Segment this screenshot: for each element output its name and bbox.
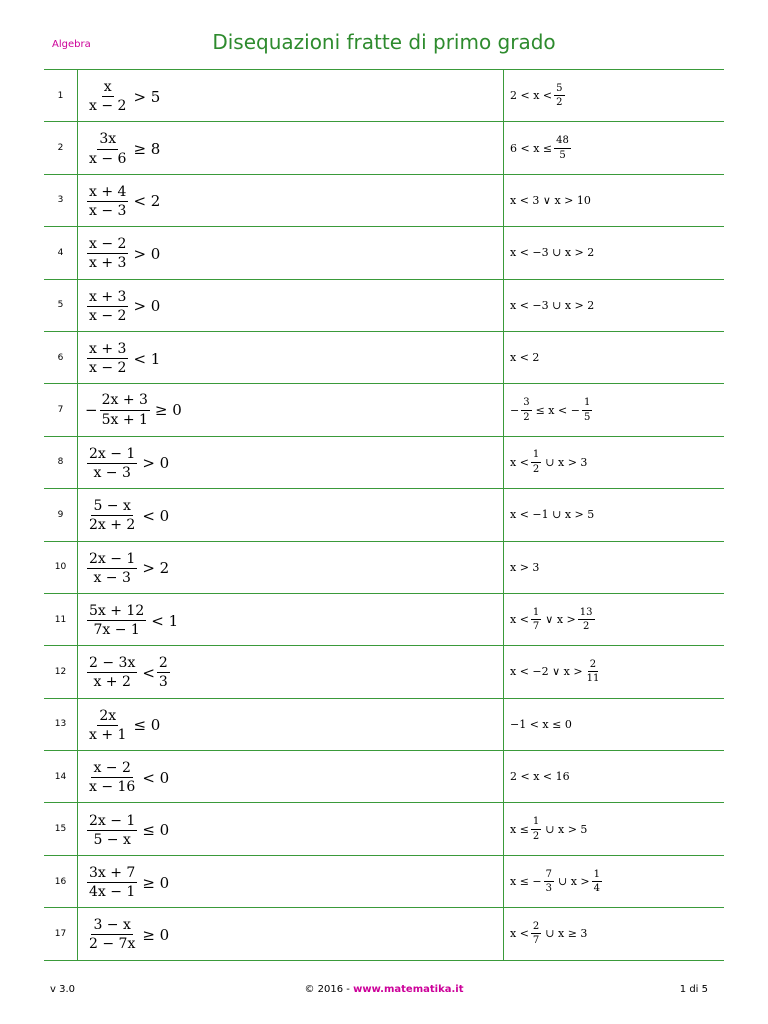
numerator: 5 xyxy=(554,83,564,97)
expression-text: x ≤ − xyxy=(510,875,542,889)
fraction xyxy=(87,655,137,690)
expression-text: > 5 xyxy=(133,87,161,106)
row-number: 9 xyxy=(44,489,78,541)
solution-cell xyxy=(504,803,725,855)
denominator: 2 xyxy=(532,463,540,475)
solution-cell xyxy=(504,331,725,383)
inequality-expression xyxy=(85,392,182,427)
inequality-cell xyxy=(78,646,504,698)
row-number: 7 xyxy=(44,384,78,436)
solution-cell xyxy=(504,279,725,331)
row-number: 10 xyxy=(44,541,78,593)
expression-text: x < 2 xyxy=(510,351,540,365)
numerator: 5 − x xyxy=(91,498,132,516)
solution-expression xyxy=(510,351,539,364)
inequality-expression xyxy=(85,603,178,638)
expression-text: x < −3 ∪ x > 2 xyxy=(510,246,595,260)
denominator: 2 − 7x xyxy=(89,936,136,953)
denominator: 5 xyxy=(583,411,591,423)
fraction xyxy=(582,397,592,423)
solution-cell xyxy=(504,174,725,226)
inequality-expression xyxy=(85,289,160,324)
denominator: 7 xyxy=(532,621,540,633)
fraction xyxy=(531,921,541,947)
expression-text: − xyxy=(510,403,520,417)
inequality-expression xyxy=(85,917,169,952)
denominator: x − 3 xyxy=(93,569,131,586)
numerator: 2x − 1 xyxy=(87,813,137,831)
numerator: x + 4 xyxy=(87,184,128,202)
inequality-expression xyxy=(85,708,160,743)
solution-cell xyxy=(504,855,725,907)
inequality-expression xyxy=(85,131,160,166)
table-row xyxy=(44,384,724,436)
solution-expression xyxy=(510,718,572,731)
expression-text: < 1 xyxy=(133,349,161,368)
row-number: 1 xyxy=(44,70,78,122)
version-label: v 3.0 xyxy=(50,984,75,995)
expression-text: x < xyxy=(510,455,529,469)
denominator: 5x + 1 xyxy=(101,411,148,428)
expression-text: ∪ x > xyxy=(558,875,590,889)
expression-text: −1 < x ≤ 0 xyxy=(510,717,572,731)
row-number: 8 xyxy=(44,436,78,488)
fraction xyxy=(87,289,128,324)
table-row xyxy=(44,122,724,174)
solution-cell xyxy=(504,384,725,436)
expression-text: ∨ x > xyxy=(545,613,576,627)
expression-text: x < −2 ∨ x > xyxy=(510,665,583,679)
solution-expression xyxy=(510,561,539,574)
numerator: 2x − 1 xyxy=(87,551,137,569)
row-number: 15 xyxy=(44,803,78,855)
fraction xyxy=(87,865,137,900)
expression-text: ≤ x < − xyxy=(535,403,580,417)
inequality-expression xyxy=(85,813,169,848)
copyright-text: © 2016 - xyxy=(304,984,354,995)
expression-text: > 0 xyxy=(133,297,161,316)
inequality-cell xyxy=(78,908,504,960)
fraction xyxy=(554,135,571,161)
inequality-expression xyxy=(85,236,160,271)
inequality-expression xyxy=(85,341,160,376)
numerator: 2 xyxy=(157,655,170,673)
inequality-cell xyxy=(78,436,504,488)
inequality-cell xyxy=(78,593,504,645)
denominator: 2 xyxy=(523,411,530,423)
numerator: 3 xyxy=(521,397,531,411)
solution-cell xyxy=(504,751,725,803)
numerator: x − 2 xyxy=(87,236,128,254)
inequality-cell xyxy=(78,122,504,174)
table-row xyxy=(44,593,724,645)
solution-expression xyxy=(510,135,573,161)
page-title: Disequazioni fratte di primo grado xyxy=(212,30,556,54)
numerator: 2 − 3x xyxy=(87,655,137,673)
row-number: 12 xyxy=(44,646,78,698)
expression-text: 2 < x < xyxy=(510,89,553,103)
fraction xyxy=(531,607,541,633)
inequality-cell xyxy=(78,174,504,226)
row-number: 17 xyxy=(44,908,78,960)
fraction xyxy=(531,816,541,842)
solution-expression xyxy=(510,816,587,842)
inequality-cell xyxy=(78,489,504,541)
numerator: 7 xyxy=(544,869,554,883)
inequality-cell xyxy=(78,803,504,855)
denominator: x − 16 xyxy=(89,779,136,796)
numerator: x − 2 xyxy=(91,760,132,778)
table-row xyxy=(44,489,724,541)
inequality-expression xyxy=(85,446,169,481)
expression-text: x > 3 xyxy=(510,560,540,574)
fraction xyxy=(592,869,602,895)
solution-cell xyxy=(504,436,725,488)
solution-expression xyxy=(510,83,567,109)
denominator: 11 xyxy=(586,673,600,685)
denominator: 5 − x xyxy=(93,831,131,848)
solution-expression xyxy=(510,299,594,312)
row-number: 4 xyxy=(44,227,78,279)
solution-cell xyxy=(504,646,725,698)
table-row xyxy=(44,646,724,698)
denominator: x − 6 xyxy=(89,150,127,167)
table-row xyxy=(44,331,724,383)
solution-cell xyxy=(504,70,725,122)
expression-text: x ≤ xyxy=(510,822,529,836)
numerator: 2x xyxy=(97,708,118,726)
inequality-cell xyxy=(78,227,504,279)
expression-text: < 0 xyxy=(142,768,170,787)
denominator: x − 2 xyxy=(89,98,127,115)
expression-text: > 0 xyxy=(142,454,170,473)
row-number: 6 xyxy=(44,331,78,383)
exercise-table xyxy=(44,69,724,961)
expression-text: > 2 xyxy=(142,559,170,578)
numerator: 2x − 1 xyxy=(87,446,137,464)
row-number: 16 xyxy=(44,855,78,907)
inequality-cell xyxy=(78,70,504,122)
denominator: x + 1 xyxy=(89,726,127,743)
numerator: 3x xyxy=(97,131,118,149)
solution-expression xyxy=(510,869,604,895)
fraction xyxy=(100,392,150,427)
inequality-cell xyxy=(78,331,504,383)
denominator: x − 2 xyxy=(89,360,127,377)
denominator: x + 2 xyxy=(93,674,131,691)
inequality-expression xyxy=(85,498,169,533)
expression-text: x < −1 ∪ x > 5 xyxy=(510,508,595,522)
numerator: 5x + 12 xyxy=(87,603,146,621)
solution-expression xyxy=(510,508,594,521)
inequality-expression xyxy=(85,655,172,690)
fraction xyxy=(87,131,128,166)
row-number: 2 xyxy=(44,122,78,174)
denominator: x − 2 xyxy=(89,307,127,324)
denominator: 3 xyxy=(158,674,168,691)
numerator: 1 xyxy=(531,607,541,621)
expression-text: ≥ 0 xyxy=(154,401,182,420)
expression-text: x < −3 ∪ x > 2 xyxy=(510,298,595,312)
solution-expression xyxy=(510,449,587,475)
denominator: 2 xyxy=(556,97,563,109)
numerator: 2 xyxy=(588,659,598,673)
expression-text: x < xyxy=(510,927,529,941)
solution-expression xyxy=(510,194,591,207)
fraction xyxy=(87,551,137,586)
expression-text: ≥ 8 xyxy=(133,140,161,159)
fraction xyxy=(87,236,128,271)
numerator: 1 xyxy=(531,449,541,463)
inequality-expression xyxy=(85,184,160,219)
fraction xyxy=(87,917,137,952)
table-row xyxy=(44,541,724,593)
numerator: 2 xyxy=(531,921,541,935)
table-row xyxy=(44,70,724,122)
denominator: x − 3 xyxy=(93,464,131,481)
solution-cell xyxy=(504,227,725,279)
denominator: x − 3 xyxy=(89,202,127,219)
numerator: 2x + 3 xyxy=(100,392,150,410)
fraction xyxy=(554,83,564,109)
row-number: 13 xyxy=(44,698,78,750)
numerator: 1 xyxy=(582,397,592,411)
table-row xyxy=(44,855,724,907)
inequality-cell xyxy=(78,279,504,331)
fraction xyxy=(87,446,137,481)
row-number: 14 xyxy=(44,751,78,803)
row-number: 5 xyxy=(44,279,78,331)
solution-expression xyxy=(510,397,594,423)
solution-expression xyxy=(510,659,603,685)
solution-cell xyxy=(504,541,725,593)
fraction xyxy=(87,603,146,638)
denominator: 3 xyxy=(545,883,553,895)
expression-text: − xyxy=(85,401,98,420)
solution-cell xyxy=(504,698,725,750)
fraction xyxy=(87,184,128,219)
inequality-expression xyxy=(85,551,169,586)
expression-text: ∪ x > 5 xyxy=(545,822,588,836)
site-link[interactable]: www.matematika.it xyxy=(353,984,464,995)
denominator: 7 xyxy=(532,935,540,947)
expression-text: ≥ 0 xyxy=(142,873,170,892)
inequality-expression xyxy=(85,865,169,900)
inequality-cell xyxy=(78,698,504,750)
numerator: x xyxy=(102,79,114,97)
table-row xyxy=(44,279,724,331)
fraction xyxy=(87,760,137,795)
fraction xyxy=(544,869,554,895)
row-number: 3 xyxy=(44,174,78,226)
expression-text: < 1 xyxy=(151,611,179,630)
inequality-cell xyxy=(78,541,504,593)
denominator: 4x − 1 xyxy=(89,884,136,901)
numerator: 1 xyxy=(531,816,541,830)
solution-cell xyxy=(504,908,725,960)
page-number: 1 di 5 xyxy=(679,984,708,995)
expression-text: x < 3 ∨ x > 10 xyxy=(510,193,591,207)
fraction xyxy=(531,449,541,475)
denominator: 2 xyxy=(532,830,540,842)
solution-expression xyxy=(510,770,570,783)
denominator: 5 xyxy=(559,149,566,161)
denominator: x + 3 xyxy=(89,255,127,272)
expression-text: ≥ 0 xyxy=(142,925,170,944)
fraction xyxy=(87,341,128,376)
expression-text: ≤ 0 xyxy=(133,716,161,735)
expression-text: 2 < x < 16 xyxy=(510,770,570,784)
copyright-line xyxy=(0,984,768,995)
table-row xyxy=(44,751,724,803)
table-row xyxy=(44,174,724,226)
solution-cell xyxy=(504,122,725,174)
fraction xyxy=(87,498,137,533)
inequality-cell xyxy=(78,855,504,907)
expression-text: x < xyxy=(510,613,529,627)
solution-expression xyxy=(510,246,594,259)
expression-text: 6 < x ≤ xyxy=(510,141,553,155)
fraction xyxy=(521,397,531,423)
inequality-cell xyxy=(78,384,504,436)
fraction xyxy=(87,813,137,848)
denominator: 4 xyxy=(593,883,601,895)
inequality-expression xyxy=(85,760,169,795)
solution-expression xyxy=(510,607,597,633)
expression-text: ∪ x > 3 xyxy=(545,455,588,469)
fraction xyxy=(87,79,128,114)
numerator: 3 − x xyxy=(91,917,132,935)
numerator: 48 xyxy=(554,135,571,149)
solution-cell xyxy=(504,593,725,645)
row-number: 11 xyxy=(44,593,78,645)
denominator: 7x − 1 xyxy=(93,622,140,639)
expression-text: < xyxy=(142,663,155,682)
numerator: x + 3 xyxy=(87,341,128,359)
denominator: 2 xyxy=(582,621,590,633)
numerator: x + 3 xyxy=(87,289,128,307)
fraction xyxy=(157,655,170,690)
table-row xyxy=(44,436,724,488)
denominator: 2x + 2 xyxy=(89,517,136,534)
inequality-cell xyxy=(78,751,504,803)
fraction xyxy=(578,607,595,633)
inequality-expression xyxy=(85,79,160,114)
table-row xyxy=(44,803,724,855)
fraction xyxy=(585,659,602,685)
table-row xyxy=(44,227,724,279)
solution-expression xyxy=(510,921,587,947)
table-row xyxy=(44,698,724,750)
numerator: 3x + 7 xyxy=(87,865,137,883)
numerator: 1 xyxy=(592,869,602,883)
expression-text: < 2 xyxy=(133,192,161,211)
expression-text: < 0 xyxy=(142,506,170,525)
expression-text: > 0 xyxy=(133,244,161,263)
table-row xyxy=(44,908,724,960)
category-label: Algebra xyxy=(52,39,91,50)
solution-cell xyxy=(504,489,725,541)
expression-text: ≤ 0 xyxy=(142,821,170,840)
expression-text: ∪ x ≥ 3 xyxy=(545,927,588,941)
fraction xyxy=(87,708,128,743)
numerator: 13 xyxy=(578,607,595,621)
